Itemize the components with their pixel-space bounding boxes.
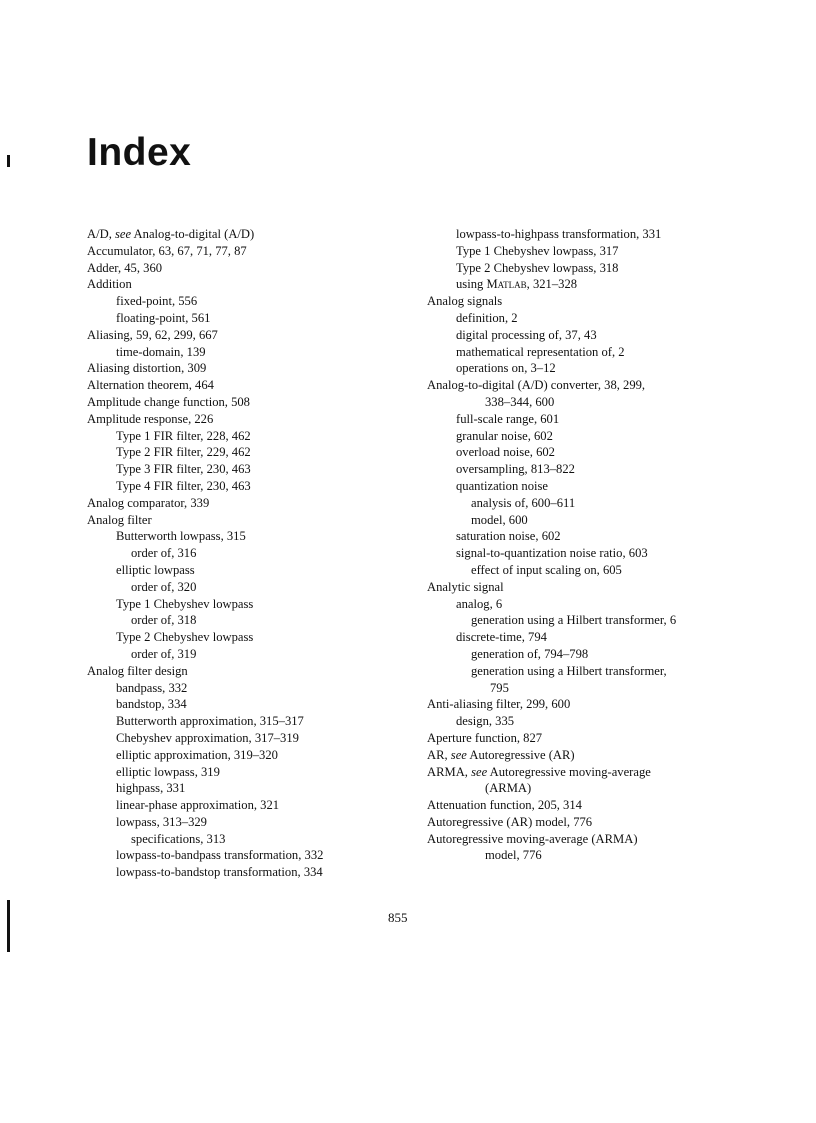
index-entry xyxy=(427,243,797,260)
index-entry-text: highpass, 331 xyxy=(116,781,186,796)
index-entry-text: Matlab xyxy=(486,277,527,292)
index-entry xyxy=(427,797,797,814)
index-entry xyxy=(427,646,797,663)
index-entry-text: saturation noise, 602 xyxy=(456,529,561,544)
index-entry xyxy=(427,629,797,646)
index-entry-text: lowpass-to-highpass transformation, 331 xyxy=(456,227,662,241)
index-entry xyxy=(87,344,457,361)
index-entry-text: specifications, 313 xyxy=(131,831,226,846)
index-entry-text: Amplitude change function, 508 xyxy=(87,394,250,409)
index-entry-text: model, 600 xyxy=(471,512,528,527)
index-entry-text: Type 1 Chebyshev lowpass, 317 xyxy=(456,243,619,258)
index-entry xyxy=(427,276,797,293)
index-entry-text: elliptic lowpass, 319 xyxy=(116,764,220,779)
index-entry-text: see xyxy=(450,747,467,762)
index-entry xyxy=(427,377,797,411)
index-entry xyxy=(87,730,457,747)
index-entry-text: oversampling, 813–822 xyxy=(456,462,575,477)
index-entry xyxy=(427,260,797,277)
index-entry-text: , 321–328 xyxy=(526,277,578,292)
index-entry-text: see xyxy=(115,227,132,241)
index-entry xyxy=(427,344,797,361)
index-entry xyxy=(87,562,457,579)
index-entry xyxy=(87,495,457,512)
index-entry-text: Aperture function, 827 xyxy=(427,730,543,745)
index-entry xyxy=(87,528,457,545)
index-entry-text: quantization noise xyxy=(456,478,548,493)
index-entry-text: AR, xyxy=(427,747,451,762)
index-entry-text: Aliasing distortion, 309 xyxy=(87,361,207,376)
index-entry-text: ARMA, xyxy=(427,764,472,779)
index-entry xyxy=(87,545,457,562)
index-entry xyxy=(87,646,457,663)
index-entry-text: discrete-time, 794 xyxy=(456,630,547,645)
index-entry-text: Type 1 FIR filter, 228, 462 xyxy=(116,428,251,443)
index-entry xyxy=(87,377,457,394)
index-entry-text: Type 2 FIR filter, 229, 462 xyxy=(116,445,251,460)
index-entry-text: see xyxy=(471,764,488,779)
index-entry-text: Analog filter xyxy=(87,512,152,527)
index-entry-text: fixed-point, 556 xyxy=(116,294,198,309)
index-entry-text: Type 2 Chebyshev lowpass, 318 xyxy=(456,260,619,275)
index-entry-text: order of, 316 xyxy=(131,546,197,561)
index-entry xyxy=(427,512,797,529)
index-entry xyxy=(87,411,457,428)
page-number: 855 xyxy=(388,910,408,925)
index-entry-text: Chebyshev approximation, 317–319 xyxy=(116,730,299,745)
index-entry-text: order of, 318 xyxy=(131,613,197,628)
index-column-left xyxy=(87,226,457,881)
index-entry-text: lowpass-to-bandpass transformation, 332 xyxy=(116,848,324,863)
index-entry xyxy=(427,814,797,831)
index-entry-text: effect of input scaling on, 605 xyxy=(471,562,622,577)
index-entry-text: Autoregressive moving-average (ARMA) xyxy=(427,831,638,846)
index-entry xyxy=(427,411,797,428)
index-entry xyxy=(427,596,797,613)
index-entry-text: order of, 320 xyxy=(131,579,197,594)
index-entry-text: granular noise, 602 xyxy=(456,428,553,443)
index-entry xyxy=(87,596,457,613)
index-entry xyxy=(87,831,457,848)
index-entry-text: Type 1 Chebyshev lowpass xyxy=(116,596,254,611)
index-entry xyxy=(87,764,457,781)
index-entry-continuation: model, 776 xyxy=(485,848,542,863)
index-entry-text: Amplitude response, 226 xyxy=(87,411,214,426)
index-entry xyxy=(427,310,797,327)
index-entry-text: generation of, 794–798 xyxy=(471,646,589,661)
index-entry xyxy=(87,847,457,864)
index-entry xyxy=(87,612,457,629)
index-entry-text: bandpass, 332 xyxy=(116,680,188,695)
index-column-right xyxy=(427,226,797,864)
index-entry-text: Adder, 45, 360 xyxy=(87,260,163,275)
index-entry-text: elliptic lowpass xyxy=(116,562,195,577)
scan-edge-mark xyxy=(7,155,10,167)
index-entry xyxy=(87,276,457,293)
index-entry-text: A/D, xyxy=(87,227,115,241)
index-entry-text: generation using a Hilbert transformer, xyxy=(471,663,667,678)
index-entry xyxy=(87,864,457,881)
index-entry-text: Attenuation function, 205, 314 xyxy=(427,798,582,813)
index-entry-text: Butterworth approximation, 315–317 xyxy=(116,714,304,729)
index-entry-text: bandstop, 334 xyxy=(116,697,187,712)
index-entry xyxy=(87,428,457,445)
index-entry-text: lowpass-to-bandstop transformation, 334 xyxy=(116,865,323,880)
index-entry xyxy=(427,747,797,764)
index-entry xyxy=(87,243,457,260)
index-entry xyxy=(427,528,797,545)
index-entry xyxy=(427,545,797,562)
index-entry xyxy=(87,394,457,411)
index-entry-text: Anti-aliasing filter, 299, 600 xyxy=(427,697,571,712)
index-entry xyxy=(427,327,797,344)
index-entry-text: floating-point, 561 xyxy=(116,310,211,325)
index-entry-text: Autoregressive moving-average xyxy=(487,764,651,779)
index-entry-text: Accumulator, 63, 67, 71, 77, 87 xyxy=(87,243,247,258)
index-entry-text: definition, 2 xyxy=(456,310,518,325)
index-entry xyxy=(427,478,797,495)
index-entry xyxy=(87,461,457,478)
index-entry-continuation: 795 xyxy=(490,680,509,695)
index-entry-text: mathematical representation of, 2 xyxy=(456,344,625,359)
index-entry-text: design, 335 xyxy=(456,714,515,729)
index-entry-text: Analog signals xyxy=(427,294,503,309)
index-entry xyxy=(427,696,797,713)
index-entry-text: digital processing of, 37, 43 xyxy=(456,327,597,342)
index-entry-text: Addition xyxy=(87,277,132,292)
index-entry xyxy=(87,444,457,461)
index-entry-text: Type 4 FIR filter, 230, 463 xyxy=(116,478,251,493)
index-entry xyxy=(427,730,797,747)
index-entry-text: time-domain, 139 xyxy=(116,344,206,359)
index-entry-text: Analog filter design xyxy=(87,663,188,678)
index-entry xyxy=(427,831,797,865)
index-entry xyxy=(427,226,797,243)
index-entry-text: analysis of, 600–611 xyxy=(471,495,576,510)
index-entry-text: signal-to-quantization noise ratio, 603 xyxy=(456,546,648,561)
index-entry xyxy=(427,428,797,445)
index-entry-text: Type 2 Chebyshev lowpass xyxy=(116,630,254,645)
index-entry xyxy=(87,579,457,596)
index-entry-text: linear-phase approximation, 321 xyxy=(116,798,280,813)
index-entry-text: order of, 319 xyxy=(131,646,197,661)
index-entry-text: operations on, 3–12 xyxy=(456,361,556,376)
index-entry xyxy=(427,764,797,798)
index-entry xyxy=(427,444,797,461)
index-entry xyxy=(87,310,457,327)
index-entry xyxy=(87,696,457,713)
index-entry xyxy=(87,327,457,344)
index-entry-text: full-scale range, 601 xyxy=(456,411,560,426)
index-entry-text: using xyxy=(456,277,487,292)
index-entry xyxy=(87,360,457,377)
index-entry-text: Analog-to-digital (A/D) xyxy=(131,227,255,241)
index-entry xyxy=(427,663,797,697)
index-entry xyxy=(427,293,797,310)
scan-edge-mark xyxy=(7,900,10,952)
index-entry-continuation: 338–344, 600 xyxy=(485,394,555,409)
page-title: Index xyxy=(87,131,192,174)
index-entry xyxy=(427,360,797,377)
index-entry-continuation: (ARMA) xyxy=(485,781,532,796)
index-entry-text: Type 3 FIR filter, 230, 463 xyxy=(116,462,251,477)
index-entry xyxy=(427,579,797,596)
index-entry xyxy=(87,663,457,680)
index-entry xyxy=(87,814,457,831)
index-entry-text: Analytic signal xyxy=(427,579,504,594)
index-entry xyxy=(427,461,797,478)
index-entry xyxy=(87,797,457,814)
index-entry-text: lowpass, 313–329 xyxy=(116,814,207,829)
index-entry-text: Butterworth lowpass, 315 xyxy=(116,529,246,544)
index-entry xyxy=(87,780,457,797)
index-entry-text: generation using a Hilbert transformer, 6 xyxy=(471,613,677,628)
index-entry-text: overload noise, 602 xyxy=(456,445,555,460)
index-entry xyxy=(87,260,457,277)
index-entry-text: Analog comparator, 339 xyxy=(87,495,210,510)
index-entry-text: Analog-to-digital (A/D) converter, 38, 299, xyxy=(427,378,646,393)
index-entry xyxy=(87,680,457,697)
index-entry xyxy=(427,562,797,579)
index-entry xyxy=(427,713,797,730)
index-entry xyxy=(87,713,457,730)
index-entry xyxy=(87,629,457,646)
index-entry-text: analog, 6 xyxy=(456,596,503,611)
index-entry-text: elliptic approximation, 319–320 xyxy=(116,747,278,762)
index-entry-text: Alternation theorem, 464 xyxy=(87,378,214,393)
index-entry-text: Autoregressive (AR) xyxy=(466,747,575,762)
index-entry xyxy=(427,612,797,629)
index-entry xyxy=(87,512,457,529)
index-entry xyxy=(87,747,457,764)
index-entry xyxy=(87,226,457,243)
index-entry xyxy=(427,495,797,512)
index-entry-text: Aliasing, 59, 62, 299, 667 xyxy=(87,327,218,342)
index-entry xyxy=(87,478,457,495)
index-entry-text: Autoregressive (AR) model, 776 xyxy=(427,814,593,829)
index-entry xyxy=(87,293,457,310)
